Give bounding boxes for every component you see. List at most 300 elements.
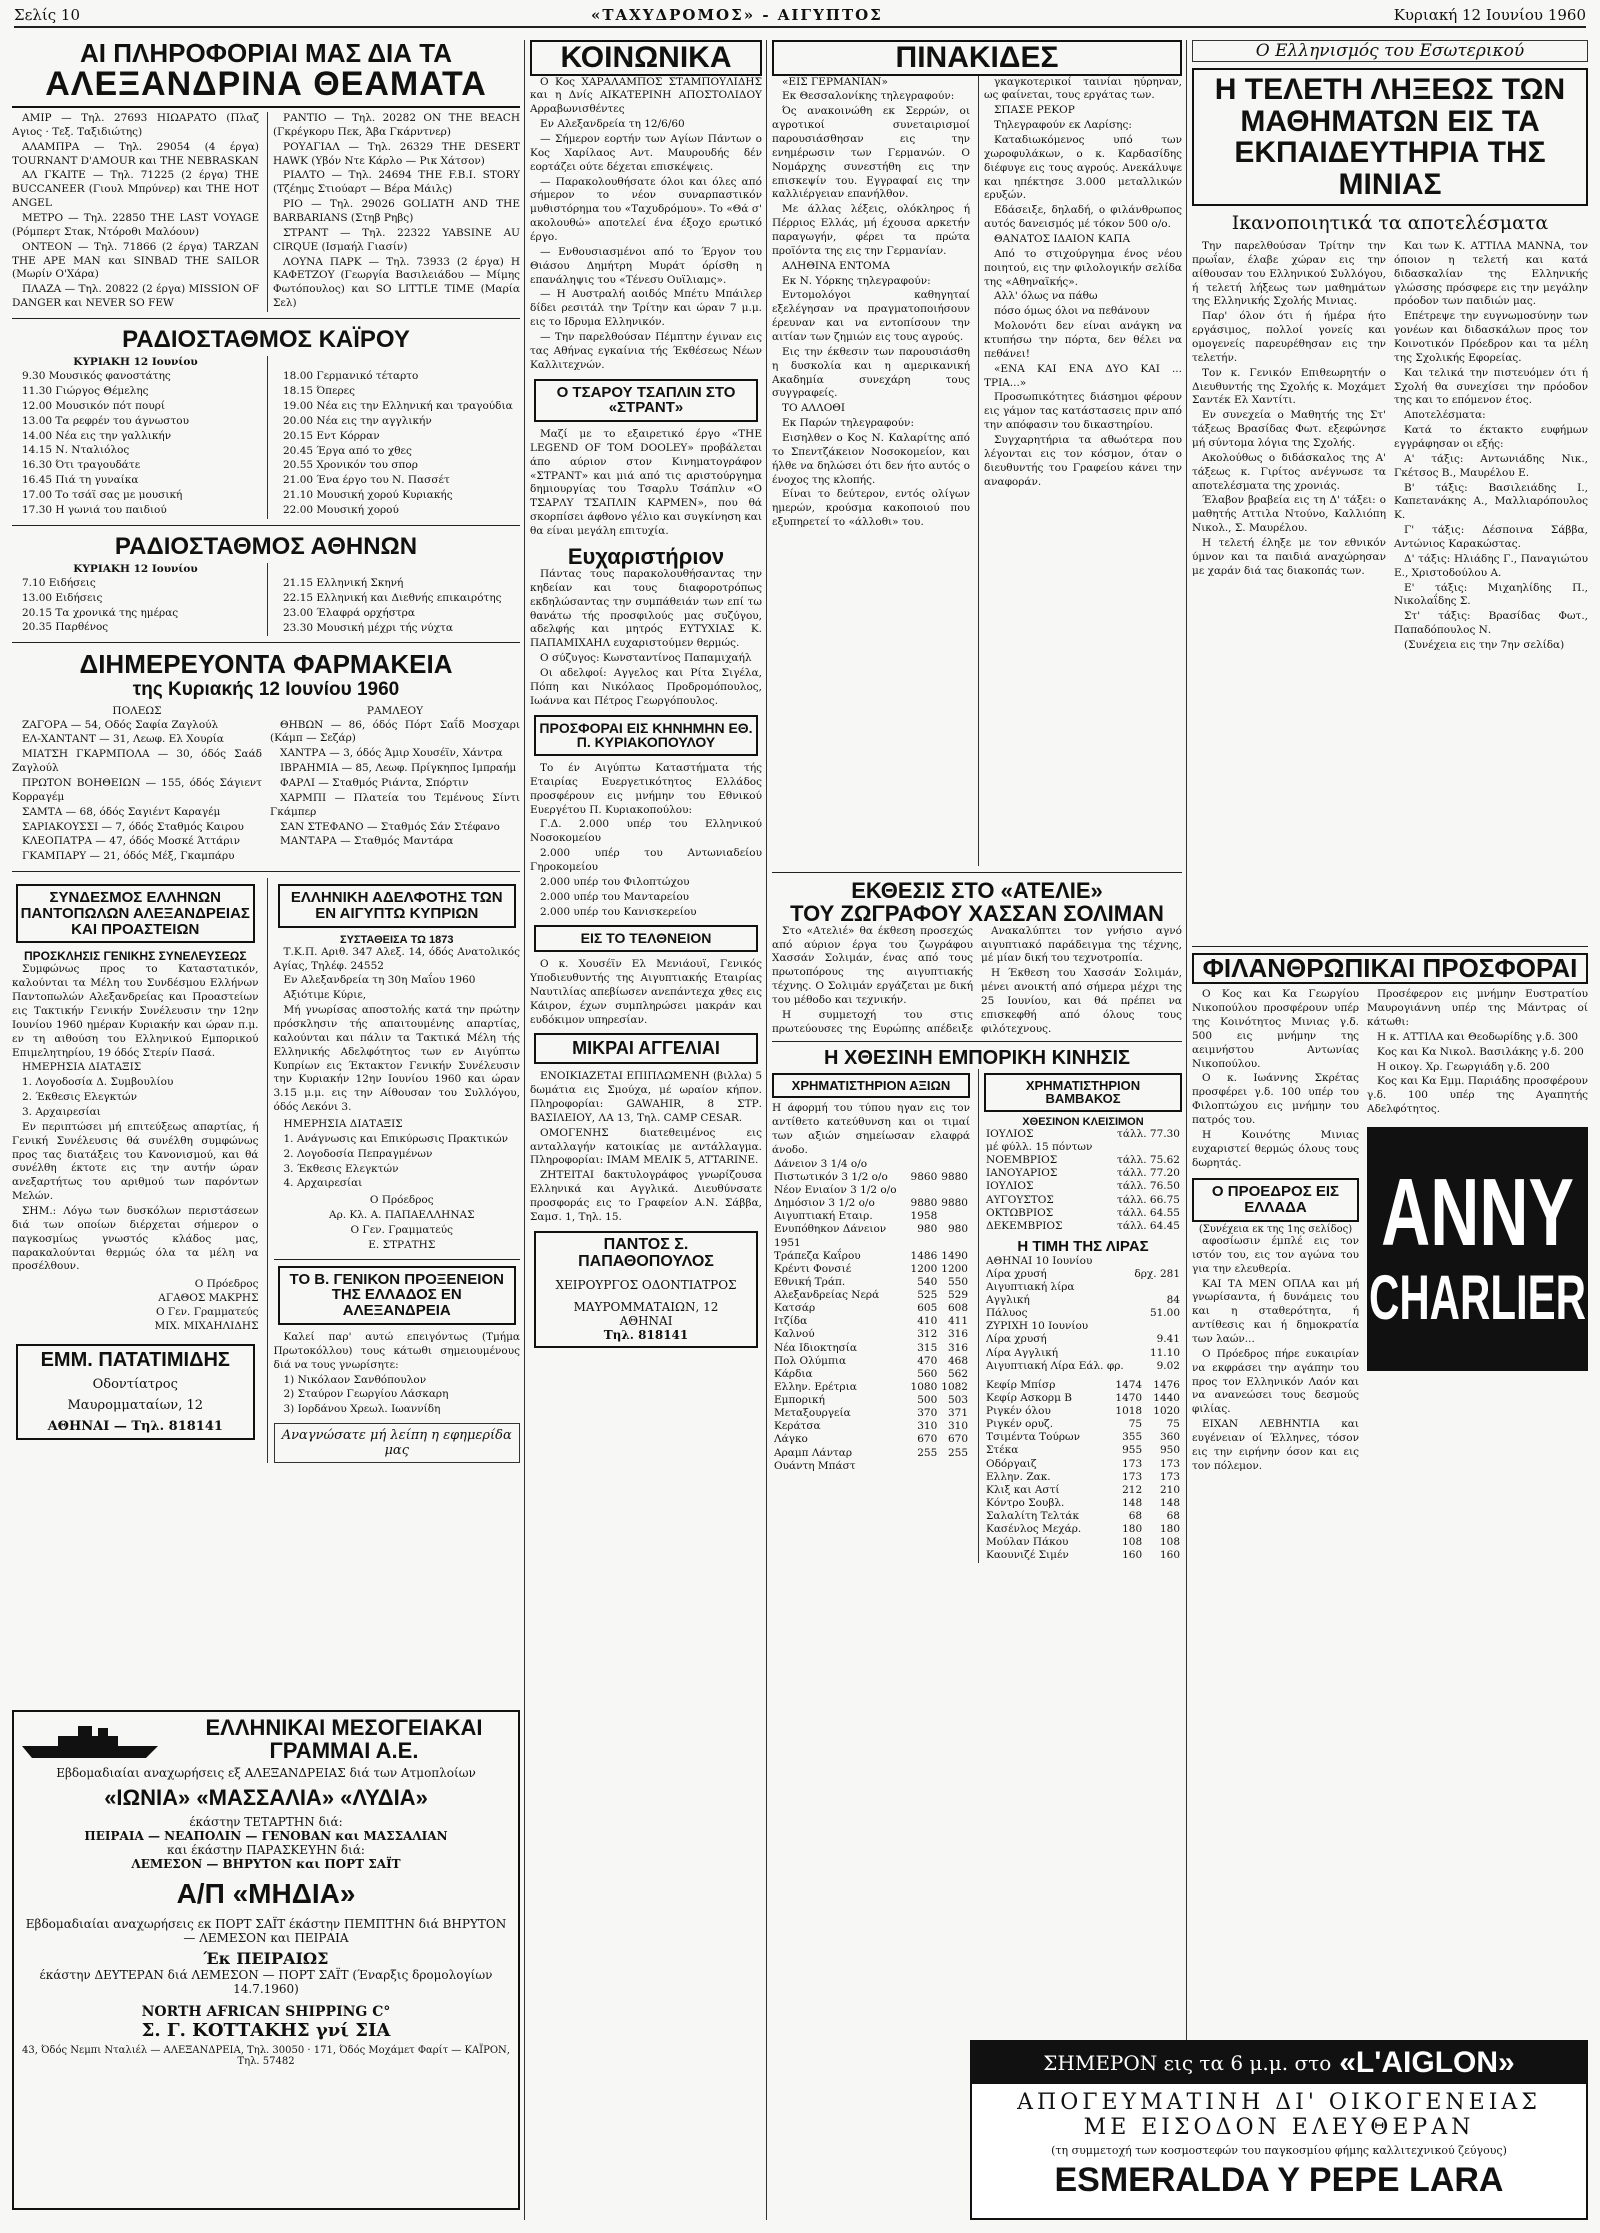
table-cell: 370 xyxy=(917,1407,938,1420)
table-cell: Αιγυπτιακή λίρα xyxy=(986,1280,1075,1293)
ship-line-3: και έκάστην ΠΑΡΑΣΚΕΥΗΝ διά: xyxy=(167,1843,365,1858)
aiglon-line-3: (τη συμμετοχή των κοσμοστεφών του παγκοσμίου φήμης καλλιτεχνικού ζεύγους) xyxy=(1051,2144,1507,2157)
article-paragraph: Η Κοινότης Μινιας ευχαριστεί θερμώς όλους τους δωρητάς. xyxy=(1192,1128,1359,1169)
radio-program: 13.00 Ειδήσεις xyxy=(22,591,103,604)
table-cell: 316 xyxy=(947,1328,968,1341)
table-cell: 210 xyxy=(1159,1483,1180,1496)
agenda-item: 3. Έκθεσις Ελεγκτών xyxy=(283,1162,399,1175)
table-cell: 980 xyxy=(947,1223,968,1236)
table-row xyxy=(984,1207,1182,1220)
cinema-entry: ΑΛ ΓΚΑΙΤΕ — Τηλ. 71225 (2 έργα) THE BUCCANEER (Γιουλ Μπρύνερ) και THE HOT ANGEL xyxy=(12,169,259,210)
table-cell xyxy=(1131,1255,1182,1268)
surgeon-role: ΧΕΙΡΟΥΡΓΟΣ ΟΔΟΝΤΙΑΤΡΟΣ xyxy=(555,1278,737,1293)
radio-cairo-title: ΡΑΔΙΟΣΤΑΘΜΟΣ ΚΑΪΡΟΥ xyxy=(122,326,410,354)
cinema-list-left xyxy=(12,112,259,312)
cinema-entry: ΑΜΙΡ — Τηλ. 27693 ΗΙΩΑΡΑΤΟ (Πλαζ Αγιος · Τεξ. Ταξιδιώτης) xyxy=(12,111,259,138)
table-cell: Στέκα xyxy=(986,1444,1019,1457)
table-cell: 108 xyxy=(1122,1536,1143,1549)
anny-charlier-ad xyxy=(1367,1127,1588,1371)
article-paragraph: Ακολούθως ο διδάσκαλος της Α' τάξεως κ. Γιρίτος ανέγνωσε τα αποτελέσματα της χρονιάς. xyxy=(1192,451,1386,492)
article-paragraph: Μαζί με το εξαιρετικό έργο «THE LEGEND OF TOM DOOLEY» προβάλεται άπο αύριον στον Κινηματογράφον «ΣΤΡΑΝΤ» και μιά από τις αριστούργημα δημιουργίας του Τσαρλυ Τσάπλιν «Ο ΤΣΑΡΛΥ ΤΣΑΠΛΙΝ ΚΑΡΜΕΝ», που θά σκορπίσει άφθονο γέλιο και συγκίνηση και θα είναι μεγάλη επιτυχία. xyxy=(530,428,762,538)
notice-paragraph: 1. Λογοδοσία Δ. Συμβουλίου xyxy=(22,1076,174,1089)
social-title: ΚΟΙΝΩΝΙΚΑ xyxy=(530,40,762,76)
article-paragraph: Εκ Ν. Υόρκης τηλεγραφούν: xyxy=(782,274,931,287)
table-cell: Αλεξανδρείας Νερά xyxy=(774,1289,880,1302)
table-cell: 108 xyxy=(1159,1536,1180,1549)
article-paragraph: Εντομολόγοι καθηγηταί εξελέγησαν να πραγματοποιήσουν έρευναν και να εντοπίσουν την αιτίαν των ζημιών εις τους αγρούς. xyxy=(772,289,970,343)
social-body xyxy=(530,76,762,373)
table-row xyxy=(984,1405,1182,1418)
pharmacy-entry: ΖΑΓΟΡΑ — 54, Οδός Σαφία Ζαγλούλ xyxy=(22,718,219,731)
table-cell: 160 xyxy=(1122,1549,1143,1562)
notice-paragraph: ΣΗΜ.: Λόγω των δυσκόλων περιστάσεων διά των οποίων διέρχεται σήμερον ο παγκοσμίως γνωστός κλάδος μας, παρακαλούνται θερμώς όλα τα μέλη να προσέλθουν. xyxy=(12,1205,259,1273)
table-cell: 316 xyxy=(947,1341,968,1354)
table-cell: Κλιξ και Αστί xyxy=(986,1483,1060,1496)
pharmacy-entry: ΘΗΒΩΝ — 86, όδός Πόρτ Σαΐδ Μοσχαρι (Κάμπ — Σεζάρ) xyxy=(270,718,520,745)
table-row xyxy=(984,1444,1182,1457)
consulate-body xyxy=(274,1331,521,1417)
table-cell: 1200 xyxy=(910,1262,938,1275)
table-cell: τάλλ. 75.62 xyxy=(1117,1154,1180,1167)
classifieds-title: ΜΙΚΡΑΙ ΑΓΓΕΛΙΑΙ xyxy=(534,1033,758,1064)
ship-illustration xyxy=(18,1716,168,1762)
agenda-item: 2. Λογοδοσία Πεπραγμένων xyxy=(283,1147,433,1160)
table-cell: Καλνού xyxy=(774,1328,815,1341)
table-row xyxy=(772,1420,970,1433)
table-cell: Κατσάρ xyxy=(774,1302,816,1315)
pharmacies-city-list xyxy=(12,719,262,865)
table-cell: Κασένλος Μεχάρ. xyxy=(986,1523,1082,1536)
article-paragraph: Εκ Παρών τηλεγραφούν: xyxy=(782,417,914,430)
grocers-notice-body xyxy=(12,963,259,1274)
table-cell: ΔΕΚΕΜΒΡΙΟΣ xyxy=(986,1219,1063,1232)
table-cell: 1018 xyxy=(1115,1405,1143,1418)
radio-program: 20.45 Έργα από το χθες xyxy=(283,444,412,457)
table-cell: 180 xyxy=(1122,1523,1143,1536)
radio-program: 14.15 Ν. Νταλιόλος xyxy=(22,444,130,457)
table-row xyxy=(772,1276,970,1289)
surgeon-city: ΑΘΗΝΑΙ xyxy=(619,1314,673,1329)
masthead xyxy=(14,4,1586,28)
radio-program: 21.00 Ένα έργο του Ν. Πασσέτ xyxy=(283,474,450,487)
table-cell: Εθνική Τράπ. xyxy=(774,1275,846,1288)
table-cell: 540 xyxy=(917,1275,938,1288)
shipping-ad xyxy=(12,1710,520,2210)
column-rule xyxy=(524,40,525,2220)
anny-text: ANNY xyxy=(1381,1159,1574,1267)
radio-program: 22.15 Ελληνική και Διεθνής επικαιρότης xyxy=(283,591,502,604)
radio-cairo-date: ΚΥΡΙΑΚΗ 12 Ιουνίου xyxy=(73,356,198,369)
ship-medeia: Α/Π «ΜΗΔΙΑ» xyxy=(176,1878,356,1910)
article-paragraph: Παρ' όλον ότι ή ήμέρα ήτο εργάσιμος, πολλοί γονείς και ομογενείς παρευρέθησαν εις την τελετήν. xyxy=(1192,310,1386,364)
table-cell: ΑΥΓΟΥΣΤΟΣ xyxy=(986,1193,1054,1206)
pharmacies-subtitle: της Κυριακής 12 Ιουνίου 1960 xyxy=(132,678,400,700)
table-cell: Λίρα Αγγλική xyxy=(986,1346,1059,1359)
donation-line: 2.000 υπέρ του Κανισκερείου xyxy=(540,905,697,918)
donations-title: ΠΡΟΣΦΟΡΑΙ ΕΙΣ ΚΗΝΗΜΗΝ ΕΘ. Π. ΚΥΡΙΑΚΟΠΟΥΛΟΥ xyxy=(534,715,758,756)
charlier-text: CHARLIER xyxy=(1369,1262,1586,1333)
cinema-entry: ΜΕΤΡΟ — Τηλ. 22850 THE LAST VOYAGE (Ρόμπερτ Στακ, Ντόροθι Μαλόουν) xyxy=(12,212,259,238)
classified-ad: ΕΝΟΙΚΙΑΖΕΤΑΙ ΕΠΙΠΛΩΜΕΝΗ (βιλλα) 5 δωμάτια εις Σμούχα, μέ ωραίον κήπον. Πληροφορίαι: GAWAHIR, 8 ΣΤΡ. ΒΑΣΙΛΕΙΟΥ, ΛΑ 13, Τηλ. CAMP CESAR. xyxy=(530,1070,762,1124)
table-cell: Ιτζίδα xyxy=(774,1315,808,1328)
table-cell: Κεφίρ Μπίσρ xyxy=(986,1378,1056,1391)
article-paragraph: Στο «Ατελιέ» θα έκθεση προσεχώς από αύριον έργα του ζωγράφου Χασσάν Σολιμάν, ένας από τους πρωτοπόρους της αιγυπτιακής τέχνης. Ο Σολιμάν εργάζεται με δική του μέθοδο και τεχνικήν. xyxy=(772,924,973,1006)
pharmacy-entry: ΜΑΝΤΑΡΑ — Σταθμός Μαντάρα xyxy=(280,835,454,848)
article-paragraph: Ανακαλύπτει τον γνήσιο αγνό αιγυπτιακό παράδειγμα της τέχνης, μέ μίαν δική του τεχνοτροπία. xyxy=(981,924,1182,965)
obituary-body xyxy=(530,958,762,1027)
social-paragraph: — Την παρελθούσαν Πέμπτην έγιναν εις τας Αθήνας εγκαίνια τής Έκθέσεως Νέων Καλλιτεχνών. xyxy=(530,330,762,371)
notice-paragraph: Εν Αλεξανδρεία τη 30η Μαΐου 1960 xyxy=(283,974,476,987)
table-cell: 1082 xyxy=(941,1380,968,1393)
cinema-header: ΑΙ ΠΛΗΡΟΦΟΡΙΑΙ ΜΑΣ ΔΙΑ ΤΑ xyxy=(80,40,452,68)
table-cell: ΝΟΕΜΒΡΙΟΣ xyxy=(986,1154,1058,1167)
pharmacies-ramleh-list xyxy=(270,719,520,850)
ship-agent-address: 43, Όδός Νεμπι Νταλιέλ — ΑΛΕΞΑΝΔΡΕΙΑ, Τηλ. 30050 · 171, Όδός Μοχάμετ Φαρίτ — ΚΑΪΡΟΝ, Τηλ. 57482 xyxy=(22,2044,510,2067)
surgeon-phone: Τηλ. 818141 xyxy=(603,1328,689,1343)
exhibition-title: ΕΚΘΕΣΙΣ ΣΤΟ «ΑΤΕΛΙΕ» xyxy=(851,877,1103,903)
aiglon-today: ΣΗΜΕΡΟΝ εις τα 6 μ.μ. στο xyxy=(1043,2051,1332,2075)
article-paragraph: Η τελετή έληξε με τον εθνικόν ύμνον και τα παιδιά αναχώρησαν με χαράν διά τας διακοπάς των. xyxy=(1192,537,1386,577)
president-greece-sub: (Συνέχεια εκ της 1ης σελίδος) xyxy=(1198,1223,1353,1235)
table-cell: ΑΘΗΝΑΙ 10 Ιουνίου xyxy=(986,1254,1093,1267)
social-paragraph: — Ενθουσιασμένοι από το Έργον του Θιάσου Δημήτρη Μυράτ όρίσθη η επανάληψις του «Τένεσυ Ουϊλιαμς». xyxy=(530,245,762,286)
misc-stocks-table xyxy=(984,1379,1182,1563)
article-paragraph: Προσέφερον εις μνήμην Ευστρατίου Μαυρογιάννη υπέρ της Μάντρας οί κάτωθι: xyxy=(1367,988,1588,1029)
signature-line: Αρ. Κλ. Α. ΠΑΠΑΕΛΛΗΝΑΣ xyxy=(328,1209,475,1222)
ship-line-6: Έκ ΠΕΙΡΑΙΩΣ xyxy=(203,1948,329,1968)
table-cell: Δάνειον 3 1/4 ο/ο xyxy=(774,1157,868,1170)
article-paragraph: Οι αδελφοί: Αγγελος και Ρίτα Σιγέλα, Πόπη και Νικόλαος Προδρομόπουλος, Ιωάννα και Πέτρος Γεωργόπουλος. xyxy=(530,667,762,707)
cotton-table xyxy=(984,1128,1182,1233)
column-3 xyxy=(530,40,762,2225)
table-cell xyxy=(1131,1320,1182,1333)
radio-program: 16.30 Ότι τραγουδάτε xyxy=(22,459,141,472)
table-row xyxy=(772,1315,970,1328)
table-row xyxy=(984,1281,1182,1294)
table-cell: 560 xyxy=(917,1367,938,1380)
exhibition-subtitle: ΤΟΥ ΖΩΓΡΑΦΟΥ ΧΑΣΣΑΝ ΣΟΛΙΜΑΝ xyxy=(790,900,1164,926)
radio-athens-list-right xyxy=(267,563,520,636)
article-paragraph: Εις την έκθεσιν των παρουσιάσθη η δυσκολία και η αμερικανική Ακαδημία συνεχάρη τους συγγραφείς. xyxy=(772,345,970,400)
newspaper-name: «ΤΑΧΥΔΡΟΜΟΣ» - ΑΙΓΥΠΤΟΣ xyxy=(590,6,883,24)
aiglon-line-1: ΑΠΟΓΕΥΜΑΤΙΝΗ ΔΙ' ΟΙΚΟΓΕΝΕΙΑΣ xyxy=(1017,2090,1541,2115)
table-cell xyxy=(909,1460,940,1473)
table-cell: 562 xyxy=(947,1367,968,1380)
aiglon-ad xyxy=(970,2040,1588,2220)
secretary-name: ΜΙΧ. ΜΙΧΑΗΛΙΔΗΣ xyxy=(154,1319,259,1332)
table-cell: 608 xyxy=(947,1302,968,1315)
table-cell: 605 xyxy=(917,1302,938,1315)
radio-program: 9.30 Μουσικός φανοστάτης xyxy=(22,370,171,383)
table-cell: 255 xyxy=(947,1446,968,1459)
pharmacy-entry: ΙΒΡΑΗΜΙΑ — 85, Λεωφ. Πρίγκηπος Ιμπραήμ xyxy=(280,762,517,775)
table-cell: 9.02 xyxy=(1156,1359,1180,1372)
chaplin-title: Ο ΤΣΑΡΟΥ ΤΣΑΠΛΙΝ ΣΤΟ «ΣΤΡΑΝΤ» xyxy=(534,379,758,423)
radio-program: 20.15 Εντ Κόρραν xyxy=(283,429,380,442)
trade-title: Η ΧΘΕΣΙΝΗ ΕΜΠΟΡΙΚΗ ΚΙΝΗΣΙΣ xyxy=(823,1046,1131,1069)
donation-line: 2.000 υπέρ του Μανταρείου xyxy=(540,890,690,903)
cinema-title: ΑΛΕΞΑΝΔΡΙΝΑ ΘΕΑΜΑΤΑ xyxy=(12,67,520,108)
exhibition-body xyxy=(772,925,1182,1035)
brotherhood-founded: ΣΥΣΤΑΘΕΙΣΑ ΤΩ 1873 xyxy=(339,933,454,946)
radio-program: 20.35 Παρθένος xyxy=(22,621,109,634)
article-paragraph: ΤΟ ΑΛΛΟΘΙ xyxy=(782,402,846,415)
table-row xyxy=(772,1171,970,1184)
table-cell: 529 xyxy=(947,1289,968,1302)
table-cell: 173 xyxy=(1122,1470,1143,1483)
article-paragraph: ΑΛΗΘΙΝΑ ΕΝΤΟΜΑ xyxy=(782,259,890,272)
brotherhood-agenda xyxy=(274,1118,521,1191)
table-row xyxy=(984,1418,1182,1431)
read-our-paper-note: Αναγνώσατε μή λείπη η εφημερίδα μας xyxy=(274,1423,521,1463)
pinakides-right xyxy=(978,76,1182,866)
table-row xyxy=(772,1433,970,1446)
pharmacies-ramleh-header: ΡΑΜΛΕΟΥ xyxy=(366,704,424,717)
article-paragraph: Στ' τάξις: Βρασίδας Φωτ., Παπαδόπουλος Ν. xyxy=(1394,610,1588,637)
notice-paragraph: Αξιότιμε Κύριε, xyxy=(283,989,367,1002)
article-paragraph: Πάντας τους παρακολουθήσαντας την κηδείαν και τους διαφοροτρόπως εκδηλώσαντας την συμπάθειάν των επί τω θανάτω τής προσφιλούς μας συζύγου, αδελφής και μητρός ΕΥΤΥΧΙΑΣ Κ. ΠΑΠΑΜΙΧΑΗΛ ευχαριστούμεν θερμώς. xyxy=(530,568,762,650)
table-row xyxy=(772,1342,970,1355)
table-cell: 503 xyxy=(947,1394,968,1407)
table-cell: ΟΚΤΩΒΡΙΟΣ xyxy=(986,1206,1054,1219)
table-cell xyxy=(939,1210,970,1223)
thanks-body xyxy=(530,568,762,709)
dentist-role: Οδοντίατρος xyxy=(92,1376,178,1392)
radio-program: 12.00 Μουσικόν πότ πουρί xyxy=(22,399,166,412)
table-cell: ΖΥΡΙΧΗ 10 Ιουνίου xyxy=(986,1320,1089,1333)
article-paragraph: Αλλ' όλως να πάθω xyxy=(994,290,1098,303)
table-cell: Μούλαν Πάκου xyxy=(986,1536,1069,1549)
ship-line-5: Εβδομαδιαίαι αναχωρήσεις εκ ΠΟΡΤ ΣΑΪΤ έκάστην ΠΕΜΠΤΗΝ διά ΒΗΡΥΤΟΝ — ΛΕΜΕΣΟΝ και ΠΕΙΡΑΙΑ xyxy=(25,1916,507,1945)
table-cell: 500 xyxy=(917,1394,938,1407)
article-paragraph: ΚΑΙ ΤΑ ΜΕΝ ΟΠΛΑ και μή γνωρίσαντα, ή δυνάμεις του και η σταθερότητα, ή αντίθεσις και ή δημοκρατία των λαών... xyxy=(1192,1277,1359,1345)
article-paragraph: Τον κ. Γενικόν Επιθεωρητήν ο Διευθυντής της Σχολής κ. Μοχάμετ Σαντέκ Ελ Χαντίτι. xyxy=(1192,366,1386,407)
lower-left-block xyxy=(12,878,520,1463)
ship-line-7: έκάστην ΔΕΥΤΕΡΑΝ διά ΛΕΜΕΣΟΝ — ΠΟΡΤ ΣΑΪΤ (Έναρξις δρομολογίων 14.7.1960) xyxy=(39,1967,493,1996)
pharmacy-entry: ΜΙΑΤΣΗ ΓΚΑΡΜΠΟΛΑ — 30, όδός Σαάδ Ζαγλούλ xyxy=(12,748,262,775)
aiglon-performers: ESMERALDA Y PEPE LARA xyxy=(1054,2161,1504,2199)
social-paragraph: Ο Κος ΧΑΡΑΛΑΜΠΟΣ ΣΤΑΜΠΟΥΛΙΔΗΣ και η Δνίς ΑΙΚΑΤΕΡΙΝΗ ΑΠΟΣΤΟΛΙΔΟΥ Αρραβωνισθέντες xyxy=(530,75,762,116)
brotherhood-notice-body xyxy=(274,946,521,1115)
notice-paragraph: Τ.Κ.Π. Αριθ. 347 Αλεξ. 14, όδός Ανατολικός Αγίας, Τηλέφ. 24552 xyxy=(273,945,520,972)
table-cell: 160 xyxy=(1159,1549,1180,1562)
donations-body xyxy=(530,762,762,919)
table-row xyxy=(984,1255,1182,1268)
radio-program: 18.00 Γερμανικό τέταρτο xyxy=(283,370,419,383)
column-rule xyxy=(1186,40,1187,2220)
ceremony-headline: Η ΤΕΛΕΤΗ ΛΗΞΕΩΣ ΤΩΝ ΜΑΘΗΜΑΤΩΝ ΕΙΣ ΤΑ ΕΚΠΑΙΔΕΥΤΗΡΙΑ ΤΗΣ ΜΙΝΙΑΣ xyxy=(1192,68,1588,206)
dentist-phone: ΑΘΗΝΑΙ — Τηλ. 818141 xyxy=(47,1418,223,1434)
article-paragraph: Ο Πρόεδρος πήρε ευκαιρίαν να εκφράσει την αγάπην του προς τον Ελληνικόν Λαόν και να ανανεώσει τους δεσμούς φιλίας. xyxy=(1192,1347,1359,1416)
table-cell: Καουνιζέ Σιμέν xyxy=(986,1549,1069,1562)
article-paragraph: Είναι το δεύτερον, εντός ολίγων ημερών, κρούσμα κακοποιού που εξυπηρετεί το «άλλοθι» του. xyxy=(772,488,970,529)
classified-ad: ΟΜΟΓΕΝΗΣ διατεθειμένος εις ανταλλαγήν κατοικίας με αντάλλαγμα. Πληροφορίαι: ΙΜΑΜ ΜΕΛΙΚ 5, ATTARINE. xyxy=(530,1126,762,1167)
pharmacies-title: ΔΙΗΜΕΡΕΥΟΝΤΑ ΦΑΡΜΑΚΕΙΑ xyxy=(79,649,453,680)
table-row xyxy=(772,1223,970,1249)
pharmacy-entry: ΣΑΜΤΑ — 68, όδός Σαγιέντ Καραγέμ xyxy=(22,805,221,818)
radio-athens-schedule xyxy=(12,563,520,636)
notice-paragraph: 3) Ιορδάνου Χρεωλ. Ιωαννίδη xyxy=(283,1403,441,1416)
table-cell: 315 xyxy=(917,1341,938,1354)
surgeon-name: ΠΑΝΤΟΣ Σ. ΠΑΠΑΘΟΠΟΥΛΟΣ xyxy=(578,1235,714,1270)
secretary-label: Ο Γεν. Γραμματεύς xyxy=(155,1306,259,1319)
shipping-company-name: ΕΛΛΗΝΙΚΑΙ ΜΕΣΟΓΕΙΑΚΑΙ ΓΡΑΜΜΑΙ Α.Ε. xyxy=(205,1715,483,1764)
table-cell: Τράπεζα Καΐρου xyxy=(774,1249,861,1262)
ship-line-4: ΛΕΜΕΣΟΝ — ΒΗΡΥΤΟΝ και ΠΟΡΤ ΣΑΪΤ xyxy=(131,1857,401,1872)
article-paragraph: Έλαβον βραβεία εις τη Δ' τάξει: ο μαθητής Αττιλα Ντούνο, Καλλιόπη Νικολ., Σ. Μαυρέλου. xyxy=(1192,494,1386,535)
article-paragraph: «ΕΙΣ ΓΕΡΜΑΝΙΑΝ» xyxy=(782,75,888,88)
table-cell: 1200 xyxy=(941,1262,968,1275)
article-paragraph: Β' τάξις: Βασιλειάδης Ι., Καπετανάκης Α., Μαλλιαρόπουλος Κ. xyxy=(1394,481,1588,522)
cotton-exchange-title: ΧΡΗΜΑΤΙΣΤΗΡΙΟΝ ΒΑΜΒΑΚΟΣ xyxy=(984,1073,1182,1112)
table-row xyxy=(984,1347,1182,1360)
table-row xyxy=(772,1407,970,1420)
radio-program: 19.00 Νέα εις την Ελληνική και τραγούδια xyxy=(283,399,513,412)
social-paragraph: Εν Αλεξανδρεία τη 12/6/60 xyxy=(540,118,685,131)
obituary-title: ΕΙΣ ΤΟ ΤΕΛΘΝΕΙΟΝ xyxy=(534,925,758,952)
table-cell: 468 xyxy=(947,1354,968,1367)
table-row xyxy=(984,1431,1182,1444)
pharmacy-entry: ΕΛ-ΧΑΝΤΑΝΤ — 31, Λεωφ. Ελ Χουρία xyxy=(22,733,224,746)
table-cell: 1958 xyxy=(910,1210,938,1223)
article-paragraph: Την παρελθούσαν Τρίτην την πρωΐαν, έλαβε χώραν εις την αίθουσαν του Ελληνικού Συλλόγου, ή τελετή λήξεως των μαθημάτων της Ελληνικής Σχολής Μινιας. xyxy=(1192,240,1386,308)
article-paragraph: Ο κ. Ιωάννης Σκρέτας προσφέρει γ.δ. 100 υπέρ του Φιλοπτώχου εις μνήμην του πατρός του. xyxy=(1192,1072,1359,1127)
cinema-entry: ΡΟΥΑΓΙΑΛ — Τηλ. 26329 THE DESERT HAWK (Υβόν Ντε Κάρλο — Ρικ Χάτσον) xyxy=(273,140,520,167)
cinema-listings xyxy=(12,112,520,312)
table-cell: Ριγκέν ορυζ. xyxy=(986,1418,1054,1431)
table-cell: 670 xyxy=(917,1433,938,1446)
pinakides-body xyxy=(772,76,1182,866)
table-cell: Νέον Ενιαίον 3 1/2 ο/ο xyxy=(774,1184,897,1197)
table-row xyxy=(772,1302,970,1315)
consulate-title: ΤΟ Β. ΓΕΝΙΚΟΝ ΠΡΟΞΕΝΕΙΟΝ ΤΗΣ ΕΛΛΑΔΟΣ ΕΝ ΑΛΕΞΑΝΔΡΕΙΑ xyxy=(278,1266,517,1325)
table-cell: 9880 xyxy=(941,1170,968,1183)
thanks-title: Ευχαριστήριον xyxy=(567,543,725,569)
dentist-name: ΕΜΜ. ΠΑΤΑΤΙΜΙΔΗΣ xyxy=(40,1348,230,1371)
table-cell: Κόντρο Σουβλ. xyxy=(986,1496,1065,1509)
radio-athens-title: ΡΑΔΙΟΣΤΑΘΜΟΣ ΑΘΗΝΩΝ xyxy=(114,532,418,560)
notice-paragraph: Εν περιπτώσει μή επιτεύξεως απαρτίας, ή Γενική Συνέλευσις θά συνέλθη συμφώνως προς τας διατάξεις του Κανονισμού, και θά συνέλθη έκτοτε εις την αυτήν ώραν ανεξαρτήτως του αριθμού των παρόντων Μελών. xyxy=(12,1120,259,1203)
article-paragraph: Με άλλας λέξεις, ολόκληρος ή Πέρριος Ελλάς, μή έχουσα αρκετήν παραγωγήν, φέρει τα πρώτα προϊόντα της εις την Γερμανίαν. xyxy=(772,203,970,257)
philanthropic-right xyxy=(1367,988,1588,1117)
article-paragraph: Από το στιχούργημα ένος νέου ποιητού, εις την φιλολογικήν σελίδα της «Αθηναϊκής». xyxy=(984,247,1182,288)
exhibition-left xyxy=(772,925,973,1035)
table-cell: 470 xyxy=(917,1354,938,1367)
table-row xyxy=(984,1141,1182,1154)
article-paragraph: Κατά το έκτακτο ευφήμων εγγράφησαν οι εξής: xyxy=(1394,424,1588,451)
table-row xyxy=(772,1289,970,1302)
president-greece-title: Ο ΠΡΟΕΔΡΟΣ ΕΙΣ ΕΛΛΑΔΑ xyxy=(1192,1178,1359,1222)
cinema-entry: ΟΝΤΕΟΝ — Τηλ. 71866 (2 έργα) TARZAN THE APE MAN και SINBAD THE SAILOR (Μωρίν Ο'Χάρα) xyxy=(12,240,259,281)
signature-line: Ο Γεν. Γραμματεύς xyxy=(350,1224,454,1236)
table-row xyxy=(984,1392,1182,1405)
table-cell: 212 xyxy=(1122,1483,1143,1496)
table-cell: Νέα Ιδιοκτησία xyxy=(774,1341,858,1354)
table-row xyxy=(984,1194,1182,1207)
table-cell xyxy=(909,1158,940,1171)
table-row xyxy=(772,1328,970,1341)
article-paragraph: Εισηλθεν ο Κος Ν. Καλαρίτης από το Σπεντζάκειον Νοσοκομείον, και ήλθε να δηλώσει ότι δεν ήτο αυτός ο ένοχος της κλοπής. xyxy=(772,431,970,486)
pharmacies-city-header: ΠΟΛΕΩΣ xyxy=(112,704,162,717)
table-cell: ΙΟΥΛΙΟΣ xyxy=(986,1180,1034,1193)
article-paragraph: Αποτελέσματα: xyxy=(1404,409,1486,422)
column-rule xyxy=(766,40,767,2220)
table-row xyxy=(772,1381,970,1394)
table-cell: 173 xyxy=(1159,1457,1180,1470)
table-cell: 310 xyxy=(947,1420,968,1433)
radio-program: 16.45 Πιά τη γυναίκα xyxy=(22,474,139,487)
table-cell: Λίρα χρυσή xyxy=(986,1267,1047,1280)
ship-line-2: ΠΕΙΡΑΙΑ — ΝΕΑΠΟΛΙΝ — ΓΕΝΟΒΑΝ και ΜΑΣΣΑΛΙΑΝ xyxy=(84,1829,448,1844)
article-paragraph: Η συμμετοχή του στις πρωτεύουσες της Ευρώπης απέδειξε xyxy=(772,1008,973,1035)
table-cell: τάλλ. 64.55 xyxy=(1117,1206,1180,1219)
table-row xyxy=(984,1294,1182,1307)
table-cell: 255 xyxy=(917,1446,938,1459)
table-row xyxy=(984,1484,1182,1497)
columns-4-5 xyxy=(772,40,1182,2225)
table-cell: 1470 xyxy=(1115,1391,1143,1404)
article-paragraph: Εδάσειξε, δηλαδή, ο φιλάνθρωπος αυτός δανεισμός μέ τόκον 500 ο/ο. xyxy=(984,204,1182,231)
table-cell: 955 xyxy=(1122,1444,1143,1457)
ceremony-right xyxy=(1394,240,1588,940)
table-row xyxy=(772,1460,970,1473)
column-6 xyxy=(1192,40,1588,2225)
table-row xyxy=(984,1549,1182,1562)
table-cell: 355 xyxy=(1122,1431,1143,1444)
article-paragraph: ΕΙΧΑΝ ΛΕΒΗΝΤΙΑ και ευγένειαν οί Έλληνες, τόσον εις την ειρήνην όσον και εις τον πόλεμον. xyxy=(1192,1418,1359,1472)
table-row xyxy=(984,1307,1182,1320)
table-cell xyxy=(1131,1281,1182,1294)
pharmacy-entry: ΦΑΡΛΙ — Σταθμός Ριάντα, Σπόρτιν xyxy=(280,777,469,790)
pharmacy-entry: ΣΑΝ ΣΤΕΦΑΝΟ — Σταθμός Σάν Στέφανο xyxy=(280,820,500,833)
article-paragraph: Εν συνεχεία ο Μαθητής της Στ' τάξεως Βρασίδας Φωτ. εξεφώνησε μή σύντομα λόγια της Σχολής. xyxy=(1192,409,1386,450)
column-2 xyxy=(267,878,521,1463)
table-row xyxy=(984,1510,1182,1523)
table-cell: 670 xyxy=(947,1433,968,1446)
table-row xyxy=(772,1250,970,1263)
table-cell: Κεφίρ Ασκορμ Β xyxy=(986,1391,1072,1404)
article-paragraph: ΘΑΝΑΤΟΣ ΙΔΑΙΟΝ ΚΑΠΑ xyxy=(994,232,1131,245)
table-cell: Πάλυος xyxy=(986,1307,1028,1320)
table-cell: 148 xyxy=(1122,1496,1143,1509)
table-cell: 75 xyxy=(1128,1418,1143,1431)
table-cell: τάλλ. 77.20 xyxy=(1117,1167,1180,1180)
table-cell: Κάρδια xyxy=(774,1367,813,1380)
table-row xyxy=(984,1180,1182,1193)
pharmacy-entry: ΧΑΝΤΡΑ — 3, όδός Άμιρ Χουσέϊν, Χάντρα xyxy=(280,747,503,760)
radio-program: 20.55 Χρονικόν του σπορ xyxy=(283,459,418,472)
article-paragraph: Κος και Κα Νικολ. Βασιλάκης γ.δ. 200 xyxy=(1377,1045,1584,1058)
table-row xyxy=(772,1210,970,1223)
table-cell: 1474 xyxy=(1115,1378,1143,1391)
radio-program: 7.10 Ειδήσεις xyxy=(22,576,96,589)
table-cell: 525 xyxy=(917,1289,938,1302)
agenda-item: 4. Αρχαιρεσίαι xyxy=(283,1177,363,1190)
radio-program: 23.00 Έλαφρά ορχήστρα xyxy=(283,606,415,619)
notice-paragraph: 2) Σταύρον Γεωργίου Λάσκαρη xyxy=(283,1388,449,1401)
pharmacies-list xyxy=(12,705,520,865)
stock-exchange-title: ΧΡΗΜΑΤΙΣΤΗΡΙΟΝ ΑΞΙΩΝ xyxy=(772,1073,970,1099)
table-cell: 180 xyxy=(1159,1523,1180,1536)
cinema-entry: ΛΟΥΝΑ ΠΑΡΚ — Τηλ. 73933 (2 έργα) Η ΚΑΦΕΤΖΟΥ (Γεωργία Βασιλειάδου — Μίμης Φωτόπουλος) και SO LITTLE TIME (Μαρία Σελ) xyxy=(273,255,520,310)
radio-program: 11.30 Γιώργος Θέμελης xyxy=(22,384,149,397)
greeks-of-interior: Ο Ελληνισμός του Εσωτερικού xyxy=(1192,40,1588,62)
table-cell: 950 xyxy=(1159,1444,1180,1457)
table-cell: 1486 xyxy=(910,1249,938,1262)
table-cell: 75 xyxy=(1166,1418,1180,1431)
radio-program: 21.15 Ελληνική Σκηνή xyxy=(283,576,404,589)
notice-paragraph: Μή γνωρίσας αποστολής κατά την πρώτην πρόσκλησιν τής απαιτουμένης απαρτίας, καλούνται και πάλιν τα Τακτικά Μέλη τής Ελληνικής Αδελφότητος των εν Αιγύπτω Κυπρίων εις Έκτακτον Γενικήν Συνέλευσιν την Κυριακήν 12ην Ιουνίου 1960 και ώραν 3.15 μ.μ. εις την Αίθουσαν του Συλλόγου, όδός Λεκόνι 3. xyxy=(273,1004,520,1114)
